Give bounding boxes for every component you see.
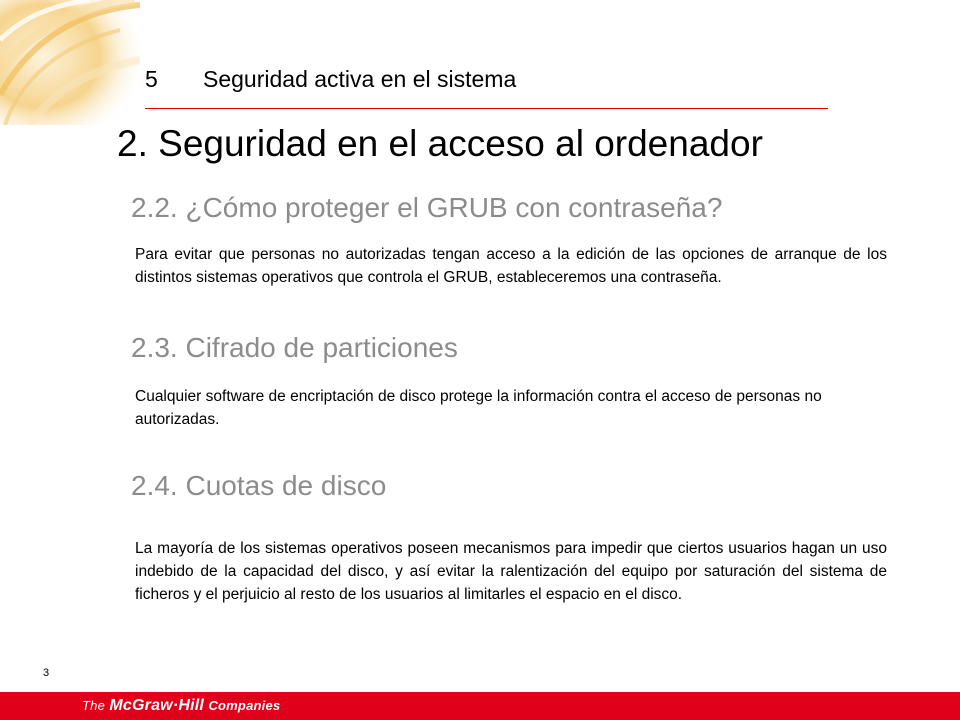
section-heading-cifrado: 2.3. Cifrado de particiones xyxy=(131,332,458,363)
header-divider xyxy=(145,108,828,109)
chapter-title: Seguridad activa en el sistema xyxy=(203,66,517,92)
page-number: 3 xyxy=(43,667,50,679)
logo-companies-text: Companies xyxy=(208,698,281,713)
page-title: 2. Seguridad en el acceso al ordenador xyxy=(117,123,763,164)
logo-brand-text: McGraw·Hill xyxy=(109,697,205,714)
logo-the-text: The xyxy=(82,698,106,713)
decorative-swirl-graphic xyxy=(0,0,140,125)
section-heading-grub: 2.2. ¿Cómo proteger el GRUB con contraseña? xyxy=(131,192,723,223)
publisher-logo xyxy=(82,697,280,715)
footer-bar xyxy=(0,692,960,720)
chapter-number: 5 xyxy=(145,66,158,92)
section-body-grub: Para evitar que personas no autorizadas tengan acceso a la edición de las opciones de arranque de los distintos sistemas operativos que controla el GRUB, estableceremos una contraseña. xyxy=(135,246,887,286)
section-heading-cuotas: 2.4. Cuotas de disco xyxy=(131,470,387,501)
section-body-cifrado: Cualquier software de encriptación de disco protege la información contra el acceso de personas no autorizadas. xyxy=(135,388,822,428)
section-body-cuotas: La mayoría de los sistemas operativos poseen mecanismos para impedir que ciertos usuarios hagan un uso indebido de la capacidad del disco, y así evitar la ralentización del equipo por saturación del sistema de ficheros y el perjuicio al resto de los usuarios al limitarles el espacio en el disco. xyxy=(135,540,887,603)
